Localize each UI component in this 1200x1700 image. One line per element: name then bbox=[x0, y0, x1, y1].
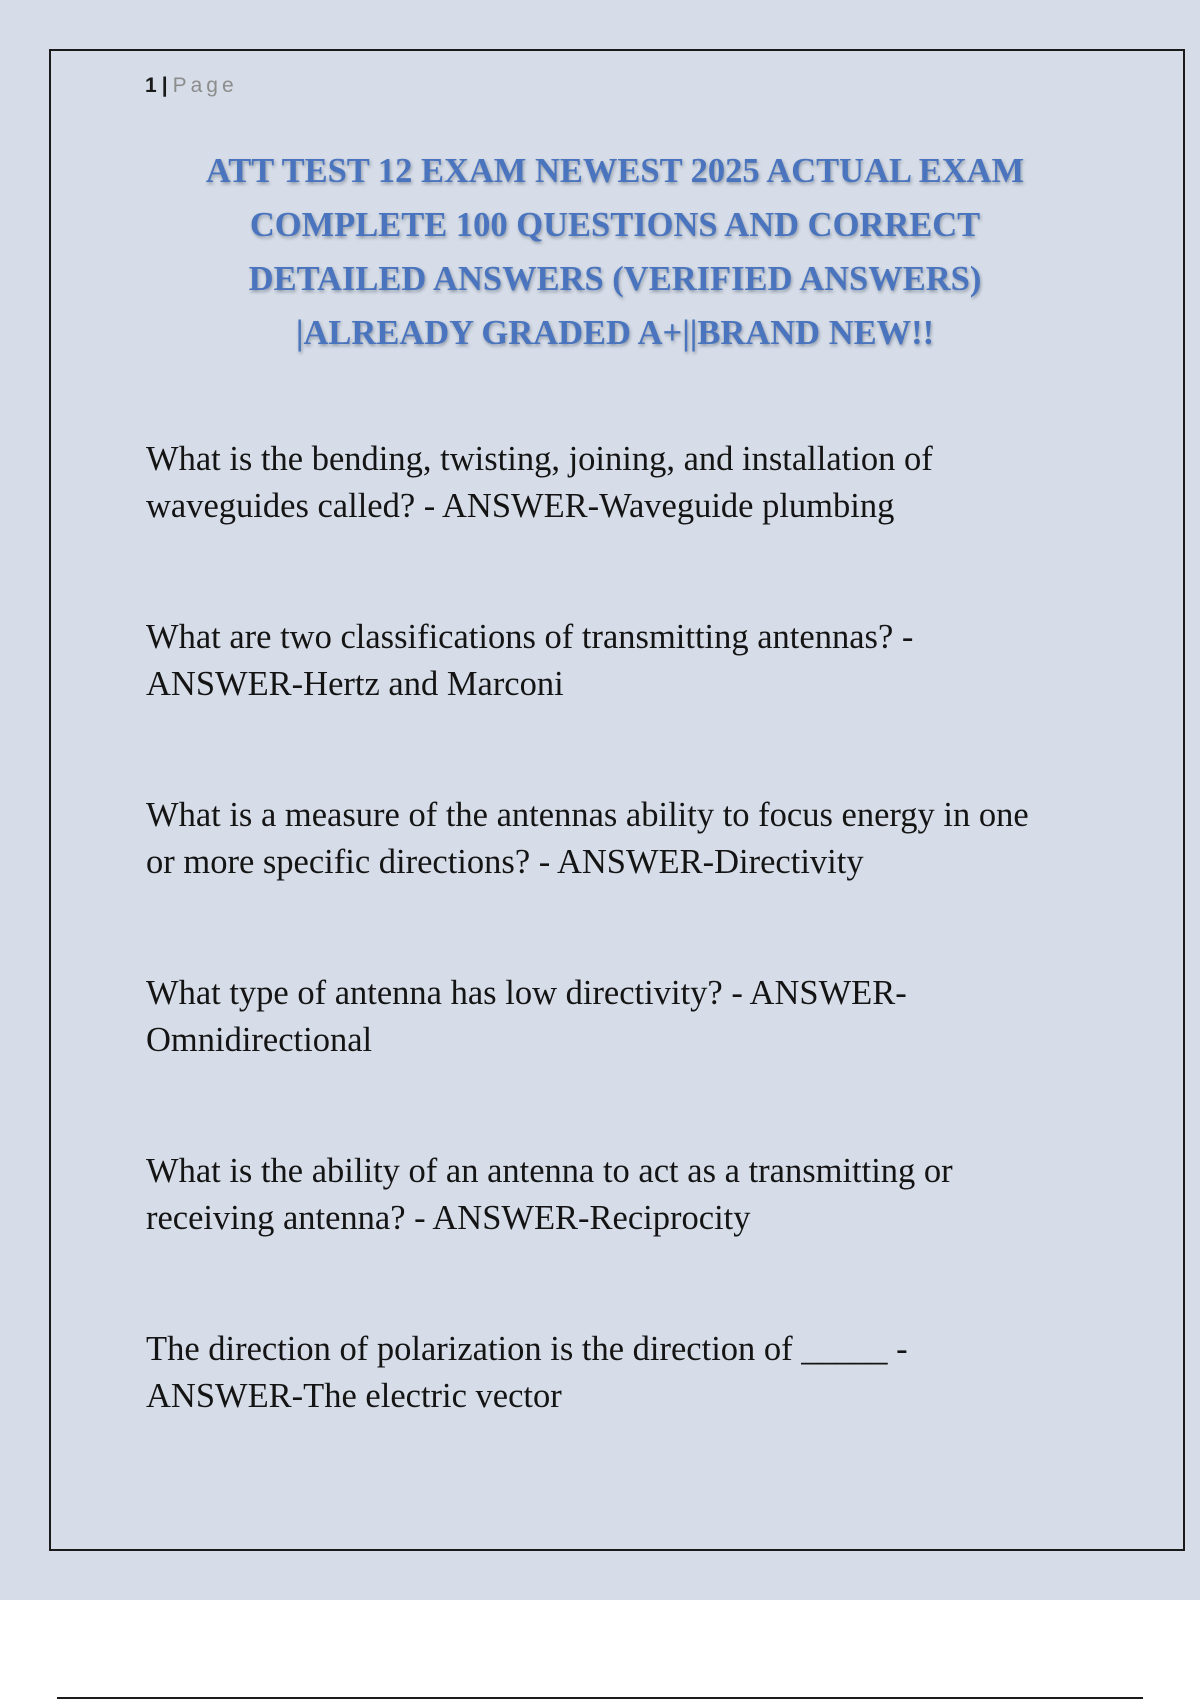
qa-item bbox=[146, 792, 1106, 886]
qa-text-line: ANSWER-Hertz and Marconi bbox=[146, 665, 564, 703]
qa-item bbox=[146, 970, 1106, 1064]
qa-text-line: The direction of polarization is the direction of _____ - bbox=[146, 1330, 908, 1368]
qa-item bbox=[146, 436, 1106, 530]
qa-item bbox=[146, 1326, 1106, 1420]
qa-text-line: receiving antenna? - ANSWER-Reciprocity bbox=[146, 1199, 751, 1237]
question-answer-list bbox=[146, 436, 1106, 1504]
page-number bbox=[145, 74, 238, 98]
qa-text-line: Omnidirectional bbox=[146, 1021, 373, 1059]
qa-item bbox=[146, 614, 1106, 708]
page-number-label: Page bbox=[172, 74, 238, 97]
qa-text-line: What type of antenna has low directivity? - ANSWER- bbox=[146, 974, 907, 1012]
qa-text-line: or more specific directions? - ANSWER-Directivity bbox=[146, 843, 864, 881]
qa-text-line: What are two classifications of transmitting antennas? - bbox=[146, 618, 914, 656]
qa-text-line: What is the bending, twisting, joining, and installation of bbox=[146, 440, 933, 478]
qa-item bbox=[146, 1148, 1106, 1242]
page-number-separator: | bbox=[161, 74, 169, 97]
page-number-value: 1 bbox=[145, 74, 158, 97]
title-line: DETAILED ANSWERS (VERIFIED ANSWERS) bbox=[248, 260, 982, 298]
title-line: COMPLETE 100 QUESTIONS AND CORRECT bbox=[249, 206, 981, 244]
footer-divider bbox=[57, 1697, 1143, 1699]
title-line: |ALREADY GRADED A+||BRAND NEW!! bbox=[295, 314, 935, 352]
qa-text-line: What is a measure of the antennas ability to focus energy in one bbox=[146, 796, 1029, 834]
qa-text-line: ANSWER-The electric vector bbox=[146, 1377, 562, 1415]
document-title bbox=[140, 144, 1090, 360]
title-line: ATT TEST 12 EXAM NEWEST 2025 ACTUAL EXAM bbox=[205, 152, 1025, 190]
qa-text-line: What is the ability of an antenna to act as a transmitting or bbox=[146, 1152, 953, 1190]
qa-text-line: waveguides called? - ANSWER-Waveguide plumbing bbox=[146, 487, 895, 525]
